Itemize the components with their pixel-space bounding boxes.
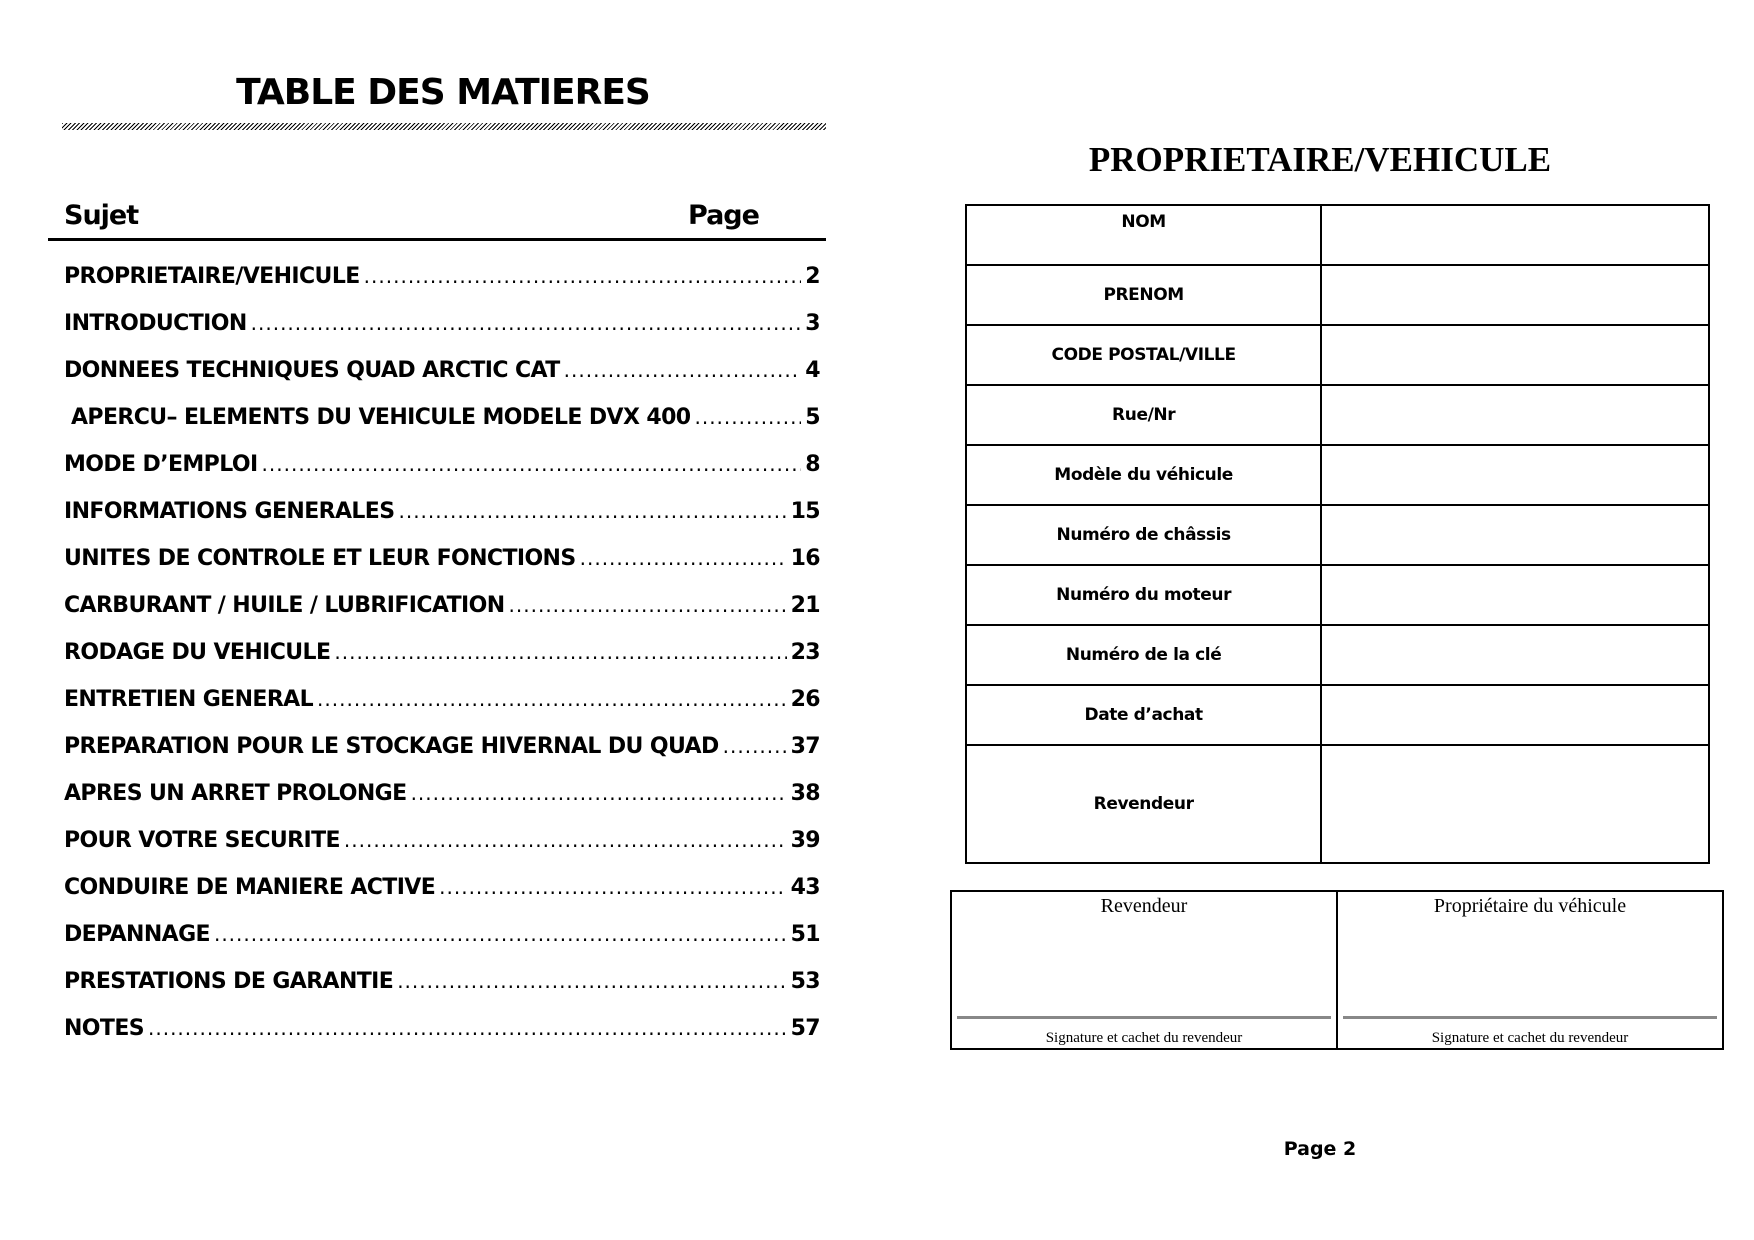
dot-leader [398,499,786,523]
field-label-modele: Modèle du véhicule [966,445,1321,505]
page-number: Page 2 [1283,1138,1357,1160]
field-value-prenom[interactable] [1321,265,1709,325]
toc-entry[interactable] [64,734,820,781]
table-row [966,685,1709,745]
signature-line [1343,1016,1717,1019]
dot-leader [694,405,801,429]
toc-entry-page: 26 [790,687,820,712]
toc-entry-page: 3 [805,311,820,336]
table-row [966,505,1709,565]
signature-box-owner[interactable] [1337,891,1723,1049]
dot-leader [723,734,787,758]
toc-entry-page: 38 [790,781,820,806]
field-label-chassis: Numéro de châssis [966,505,1321,565]
toc-entry-page: 51 [790,922,820,947]
toc-entry[interactable] [64,687,820,734]
toc-entry-label: MODE D’EMPLOI [64,452,258,477]
field-value-code-postal[interactable] [1321,325,1709,385]
toc-entry[interactable] [64,828,820,875]
toc-entry-page: 53 [790,969,820,994]
dot-leader [334,640,786,664]
toc-entry-label: APERCU– ELEMENTS DU VEHICULE MODELE DVX 400 [71,405,691,430]
dot-leader [411,781,787,805]
toc-entry[interactable] [64,593,820,640]
table-row [966,625,1709,685]
field-value-modele[interactable] [1321,445,1709,505]
toc-entry[interactable] [64,1016,820,1063]
dot-leader [439,875,786,899]
toc-entry[interactable] [64,499,820,546]
field-label-prenom: PRENOM [966,265,1321,325]
signature-caption: Signature et cachet du revendeur [1045,1030,1243,1046]
toc-header [48,200,826,241]
toc-entry-label: RODAGE DU VEHICULE [64,640,331,665]
toc-entry-page: 43 [790,875,820,900]
toc-entry[interactable] [64,781,820,828]
toc-entry[interactable] [64,358,820,405]
toc-header-page: Page [688,200,759,231]
hatched-divider [62,123,826,130]
signature-box-dealer[interactable] [951,891,1337,1049]
dot-leader [262,452,802,476]
toc-entry-page: 5 [805,405,820,430]
toc-entry-page: 2 [805,264,820,289]
toc-entry-label: CONDUIRE DE MANIERE ACTIVE [64,875,436,900]
field-label-revendeur: Revendeur [966,745,1321,863]
table-row [966,265,1709,325]
dot-leader [509,593,787,617]
toc-entry[interactable] [64,640,820,687]
dot-leader [317,687,787,711]
toc-entry-label: DONNEES TECHNIQUES QUAD ARCTIC CAT [64,358,560,383]
toc-header-subject: Sujet [64,200,139,231]
toc-entry-label: PRESTATIONS DE GARANTIE [64,969,394,994]
field-value-rue[interactable] [1321,385,1709,445]
dot-leader [148,1016,787,1040]
signature-caption: Signature et cachet du revendeur [1431,1030,1629,1046]
owner-info-table [965,204,1710,864]
signature-heading: Propriétaire du véhicule [1433,895,1627,917]
toc-entry-page: 21 [790,593,820,618]
toc-entry[interactable] [64,922,820,969]
field-value-chassis[interactable] [1321,505,1709,565]
toc-entry-label: POUR VOTRE SECURITE [64,828,340,853]
dot-leader [397,969,786,993]
table-row [966,325,1709,385]
table-row [966,205,1709,265]
signature-line [957,1016,1331,1019]
toc-entry-page: 37 [790,734,820,759]
toc-entry-page: 16 [790,546,820,571]
field-label-moteur: Numéro du moteur [966,565,1321,625]
toc-entry[interactable] [64,546,820,593]
table-row [966,745,1709,863]
toc-entry-page: 57 [790,1016,820,1041]
toc-entry-label: UNITES DE CONTROLE ET LEUR FONCTIONS [64,546,576,571]
toc-entry[interactable] [64,969,820,1016]
table-row [966,385,1709,445]
field-label-code-postal: CODE POSTAL/VILLE [966,325,1321,385]
toc-entry-label: APRES UN ARRET PROLONGE [64,781,407,806]
field-label-cle: Numéro de la clé [966,625,1321,685]
field-value-cle[interactable] [1321,625,1709,685]
dot-leader [344,828,787,852]
dot-leader [214,922,787,946]
toc-entry-label: CARBURANT / HUILE / LUBRIFICATION [64,593,505,618]
dot-leader [564,358,802,382]
toc-entry-page: 23 [790,640,820,665]
toc-entry-label: PROPRIETAIRE/VEHICULE [64,264,360,289]
field-value-nom[interactable] [1321,205,1709,265]
toc-entry[interactable] [64,264,820,311]
field-label-nom: NOM [966,205,1321,265]
dot-leader [580,546,787,570]
table-row [966,445,1709,505]
field-label-date-achat: Date d’achat [966,685,1321,745]
signature-table [950,890,1724,1050]
owner-vehicle-title: PROPRIETAIRE/VEHICULE [1088,140,1552,179]
toc-title: TABLE DES MATIERES [236,72,650,113]
toc-entry[interactable] [64,311,820,358]
toc-entry-label: PREPARATION POUR LE STOCKAGE HIVERNAL DU QUAD [64,734,719,759]
toc-entry[interactable] [64,875,820,922]
table-row [966,565,1709,625]
toc-list [64,264,820,1063]
field-value-date-achat[interactable] [1321,685,1709,745]
toc-entry-label: INTRODUCTION [64,311,247,336]
field-value-revendeur[interactable] [1321,745,1709,863]
toc-entry-label: DEPANNAGE [64,922,210,947]
toc-entry-page: 15 [790,499,820,524]
toc-entry[interactable] [64,405,820,452]
toc-entry[interactable] [64,452,820,499]
dot-leader [251,311,802,335]
toc-entry-page: 4 [805,358,820,383]
toc-entry-label: NOTES [64,1016,144,1041]
toc-entry-label: ENTRETIEN GENERAL [64,687,314,712]
field-label-rue: Rue/Nr [966,385,1321,445]
toc-entry-page: 8 [805,452,820,477]
dot-leader [364,264,802,288]
signature-heading: Revendeur [1100,895,1188,917]
toc-entry-label: INFORMATIONS GENERALES [64,499,395,524]
toc-entry-page: 39 [790,828,820,853]
field-value-moteur[interactable] [1321,565,1709,625]
